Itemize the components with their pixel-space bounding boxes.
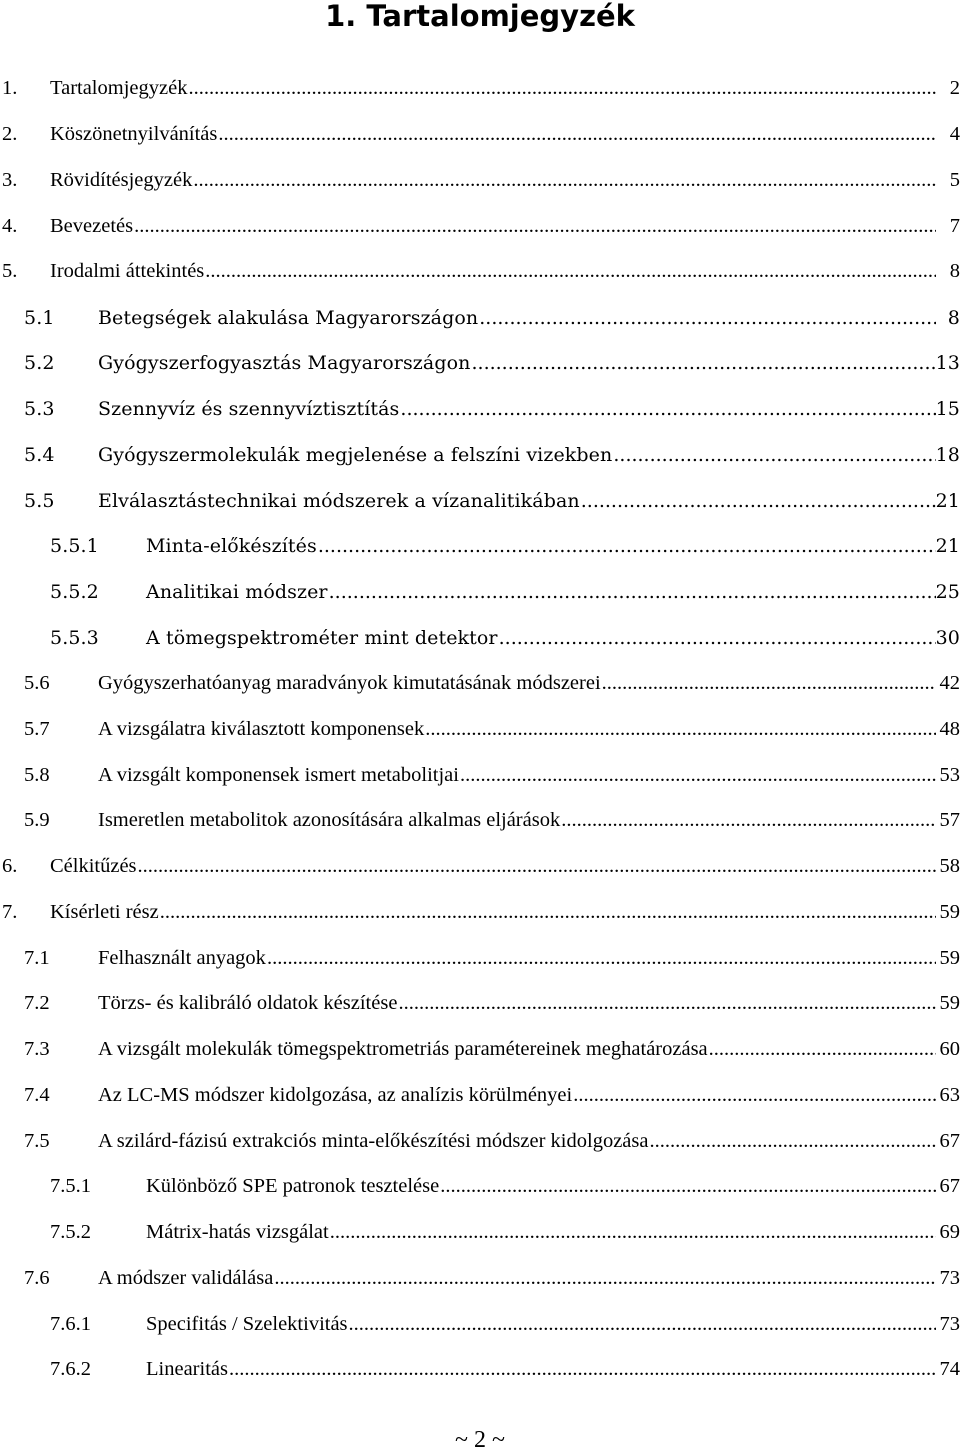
toc-entry-title[interactable]: A vizsgált komponensek ismert metabolitjai [98, 763, 459, 786]
toc-entry-page: 48 [939, 717, 960, 740]
dot-leader [205, 260, 936, 283]
toc-entry-line [98, 718, 936, 741]
toc-entry-title[interactable]: Szennyvíz és szennyvíztisztítás [98, 398, 400, 421]
toc-entry-number: 7.5 [24, 1129, 50, 1152]
toc-entry-line [50, 77, 936, 100]
toc-entry-page: 63 [939, 1083, 960, 1106]
toc-entry-title[interactable]: Tartalomjegyzék [50, 77, 188, 100]
toc-entry-line [98, 398, 936, 420]
toc-entry-number: 7.5.2 [50, 1221, 91, 1244]
page-title: 1. Tartalomjegyzék [325, 0, 635, 33]
toc-entry-number: 5.5.3 [50, 626, 99, 649]
toc-entry-number: 6. [2, 855, 18, 878]
toc-entry-line [98, 1130, 936, 1153]
dot-leader [218, 123, 936, 146]
toc-entry[interactable] [0, 707, 960, 753]
toc-entry-page: 2 [949, 77, 960, 100]
toc-entry-line [98, 672, 936, 695]
dot-leader [425, 718, 936, 741]
toc-entry-number: 7.1 [24, 946, 50, 969]
toc-entry-line [50, 901, 936, 924]
toc-entry-line [98, 1084, 936, 1107]
toc-entry-title[interactable]: Linearitás [146, 1358, 228, 1381]
toc-entry-title[interactable]: Gyógyszermolekulák megjelenése a felszíni vizekben [98, 443, 613, 466]
toc-entry-line [98, 809, 936, 832]
toc-entry[interactable] [0, 798, 960, 844]
dot-leader [460, 764, 936, 787]
toc-entry-title[interactable]: Kísérleti rész [50, 900, 159, 923]
toc-entry-line [50, 123, 936, 146]
toc-entry-line [146, 1175, 936, 1198]
toc-entry-number: 7. [2, 900, 18, 923]
toc-entry-page: 8 [949, 260, 960, 283]
toc-entry-number: 4. [2, 214, 18, 237]
toc-entry[interactable] [0, 844, 960, 890]
toc-entry[interactable] [0, 1347, 960, 1393]
toc-entry-number: 3. [2, 168, 18, 191]
toc-entry-title[interactable]: Minta-előkészítés [146, 535, 317, 558]
toc-entry-title[interactable]: Analitikai módszer [146, 581, 328, 604]
toc-entry-line [50, 855, 936, 878]
toc-entry-page: 73 [939, 1312, 960, 1335]
toc-entry-title[interactable]: Betegségek alakulása Magyarországon [98, 306, 479, 329]
toc-entry-number: 5.3 [24, 398, 55, 421]
toc-entry-title[interactable]: A tömegspektrométer mint detektor [146, 626, 498, 649]
dot-leader [499, 627, 936, 649]
toc-entry[interactable] [0, 1073, 960, 1119]
toc-entry-number: 5.2 [24, 352, 55, 375]
dot-leader [479, 307, 936, 329]
toc-entry-title[interactable]: Az LC-MS módszer kidolgozása, az analízis körülményei [98, 1083, 573, 1106]
toc-entry-title[interactable]: Irodalmi áttekintés [50, 260, 205, 283]
toc-entry-number: 5.7 [24, 717, 50, 740]
toc-entry[interactable] [0, 386, 960, 432]
toc-entry-number: 5.9 [24, 809, 50, 832]
dot-leader [349, 1313, 936, 1336]
toc-entry-number: 7.2 [24, 992, 50, 1015]
toc-entry-number: 7.6.1 [50, 1312, 91, 1335]
toc-entry-number: 1. [2, 77, 18, 100]
toc-entry[interactable] [0, 1256, 960, 1302]
toc-entry-number: 5.5.2 [50, 581, 99, 604]
toc-entry[interactable] [0, 1118, 960, 1164]
toc-entry-number: 7.6 [24, 1266, 50, 1289]
toc-entry-title[interactable]: A vizsgált molekulák tömegspektrometriás paramétereinek meghatározása [98, 1038, 708, 1061]
toc-entry-number: 5.5.1 [50, 535, 99, 558]
toc-entry-title[interactable]: A szilárd-fázisú extrakciós minta-előkészítési módszer kidolgozása [98, 1129, 649, 1152]
dot-leader [188, 77, 936, 100]
toc-entry-page: 18 [935, 443, 960, 466]
toc-entry[interactable] [0, 432, 960, 478]
toc-entry-page: 7 [949, 214, 960, 237]
dot-leader [471, 352, 936, 374]
dot-leader [613, 444, 936, 466]
toc-entry-title[interactable]: Mátrix-hatás vizsgálat [146, 1221, 329, 1244]
toc-entry-title[interactable]: Bevezetés [50, 214, 134, 237]
dot-leader [160, 901, 936, 924]
dot-leader [573, 1084, 936, 1107]
dot-leader [440, 1175, 936, 1198]
toc-entry-line [98, 947, 936, 970]
toc-entry-title[interactable]: Célkitűzés [50, 855, 137, 878]
toc-entry-line [98, 1038, 936, 1061]
toc-entry-number: 7.4 [24, 1083, 50, 1106]
toc-entry-line [146, 1221, 936, 1244]
toc-entry-number: 5.6 [24, 672, 50, 695]
toc-entry-line [146, 535, 936, 557]
dot-leader [134, 215, 936, 238]
toc-entry[interactable] [0, 615, 960, 661]
toc-entry-page: 21 [935, 535, 960, 558]
toc-entry-number: 7.5.1 [50, 1175, 91, 1198]
toc-entry-line [146, 627, 936, 649]
dot-leader [138, 855, 936, 878]
toc-entry-page: 30 [935, 626, 960, 649]
toc-entry[interactable] [0, 1164, 960, 1210]
dot-leader [581, 490, 936, 512]
toc-entry[interactable] [0, 1210, 960, 1256]
toc-entry-line [98, 352, 936, 374]
toc-entry-title[interactable]: Gyógyszerhatóanyag maradványok kimutatásának módszerei [98, 672, 601, 695]
toc-entry[interactable] [0, 158, 960, 204]
toc-entry[interactable] [0, 295, 960, 341]
toc-entry[interactable] [0, 569, 960, 615]
toc-entry-page: 60 [939, 1038, 960, 1061]
toc-entry-title[interactable]: Törzs- és kalibráló oldatok készítése [98, 992, 398, 1015]
dot-leader [330, 1221, 936, 1244]
dot-leader [709, 1038, 936, 1061]
toc-entry-line [98, 307, 936, 329]
dot-leader [649, 1130, 936, 1153]
dot-leader [398, 992, 936, 1015]
toc-entry-line [98, 764, 936, 787]
toc-entry-line [50, 215, 936, 238]
toc-entry[interactable] [0, 524, 960, 570]
toc-entry-number: 5.1 [24, 306, 55, 329]
dot-leader [267, 947, 936, 970]
toc-entry-page: 13 [935, 352, 960, 375]
toc-entry-line [98, 490, 936, 512]
toc-entry-number: 7.3 [24, 1038, 50, 1061]
toc-entry-page: 74 [939, 1358, 960, 1381]
toc-entry-page: 4 [949, 123, 960, 146]
table-of-contents [0, 66, 960, 1393]
toc-entry-page: 67 [939, 1175, 960, 1198]
toc-entry-page: 69 [939, 1221, 960, 1244]
toc-entry[interactable] [0, 752, 960, 798]
toc-entry-number: 5.4 [24, 443, 55, 466]
toc-entry-page: 59 [939, 946, 960, 969]
toc-entry-page: 73 [939, 1266, 960, 1289]
toc-entry-line [98, 444, 936, 466]
toc-entry-page: 59 [939, 992, 960, 1015]
toc-entry-title[interactable]: Specifitás / Szelektivitás [146, 1312, 348, 1335]
toc-entry[interactable] [0, 1301, 960, 1347]
page-number-footer: ~ 2 ~ [455, 1427, 505, 1453]
toc-entry[interactable] [0, 66, 960, 112]
toc-entry-page: 57 [939, 809, 960, 832]
dot-leader [274, 1267, 936, 1290]
toc-entry[interactable] [0, 249, 960, 295]
toc-entry-line [98, 992, 936, 1015]
toc-entry-page: 42 [939, 672, 960, 695]
dot-leader [193, 169, 936, 192]
toc-entry-page: 53 [939, 763, 960, 786]
toc-entry[interactable] [0, 935, 960, 981]
toc-entry-number: 7.6.2 [50, 1358, 91, 1381]
toc-entry-number: 2. [2, 123, 18, 146]
toc-entry-number: 5.5 [24, 489, 55, 512]
toc-entry[interactable] [0, 341, 960, 387]
toc-entry-line [146, 581, 936, 603]
toc-entry[interactable] [0, 112, 960, 158]
toc-entry-title[interactable]: Elválasztástechnikai módszerek a vízanalitikában [98, 489, 580, 512]
toc-entry-title[interactable]: Köszönetnyilvánítás [50, 123, 218, 146]
toc-entry-title[interactable]: Ismeretlen metabolitok azonosítására alkalmas eljárások [98, 809, 561, 832]
toc-entry-number: 5.8 [24, 763, 50, 786]
toc-entry-number: 5. [2, 260, 18, 283]
toc-entry-line [98, 1267, 936, 1290]
toc-entry-title[interactable]: A vizsgálatra kiválasztott komponensek [98, 717, 425, 740]
toc-entry-page: 21 [935, 489, 960, 512]
toc-entry-page: 58 [939, 855, 960, 878]
dot-leader [561, 809, 936, 832]
dot-leader [229, 1358, 936, 1381]
toc-entry[interactable] [0, 203, 960, 249]
dot-leader [400, 398, 936, 420]
toc-entry-title[interactable]: Rövidítésjegyzék [50, 168, 193, 191]
toc-entry-line [50, 260, 936, 283]
toc-entry-line [146, 1358, 936, 1381]
toc-entry-title[interactable]: Felhasznált anyagok [98, 946, 266, 969]
toc-entry[interactable] [0, 661, 960, 707]
toc-entry[interactable] [0, 478, 960, 524]
toc-entry[interactable] [0, 890, 960, 936]
toc-entry-title[interactable]: Gyógyszerfogyasztás Magyarországon [98, 352, 471, 375]
toc-entry-page: 5 [949, 168, 960, 191]
toc-entry[interactable] [0, 1027, 960, 1073]
toc-entry-page: 15 [935, 398, 960, 421]
toc-entry-line [50, 169, 936, 192]
toc-entry-line [146, 1313, 936, 1336]
dot-leader [318, 535, 936, 557]
toc-entry-page: 59 [939, 900, 960, 923]
dot-leader [329, 581, 936, 603]
dot-leader [602, 672, 936, 695]
toc-entry-page: 25 [935, 581, 960, 604]
toc-entry[interactable] [0, 981, 960, 1027]
toc-entry-page: 8 [947, 306, 960, 329]
toc-entry-title[interactable]: A módszer validálása [98, 1266, 274, 1289]
toc-entry-title[interactable]: Különböző SPE patronok tesztelése [146, 1175, 440, 1198]
toc-entry-page: 67 [939, 1129, 960, 1152]
